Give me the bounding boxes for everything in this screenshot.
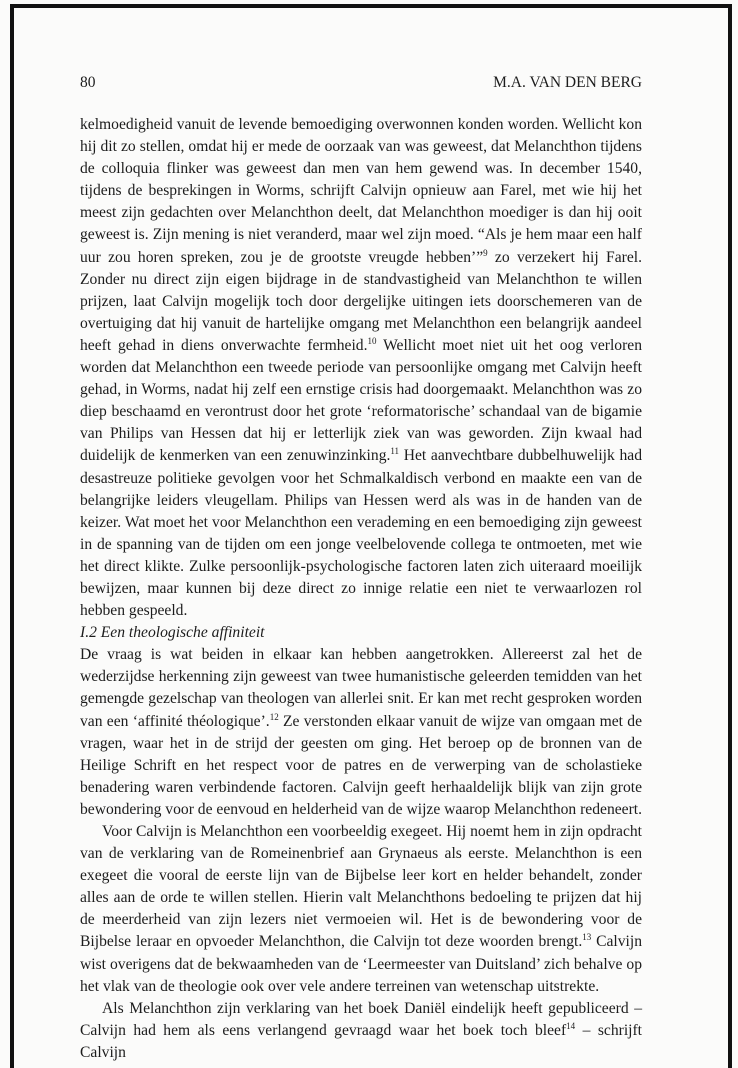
text-run: Als Melanchthon zijn verklaring van het boek Daniël eindelijk heeft gepubliceerd – Calvijn had hem als eens verlangend gevraagd waar het boek toch bleef	[80, 999, 642, 1039]
section-heading: I.2 Een theologische affiniteit	[80, 624, 265, 642]
text-run: De vraag is wat beiden in elkaar kan hebben aangetrokken. Allereerst zal het de wederzijdse herkenning zijn geweest van twee humanistische geleerden temidden van het gemengde gezelschap van theologen van allerlei snit. Er kan met recht gesproken worden van een ‘affinité théologique’.	[80, 646, 642, 730]
footnote-ref-12[interactable]: 12	[269, 711, 279, 722]
text-run: – schrijft Calvijn	[80, 1021, 643, 1061]
footnote-ref-9[interactable]: 9	[483, 247, 488, 258]
body-text	[80, 114, 642, 1064]
footnote-ref-11[interactable]: 11	[390, 446, 400, 457]
paragraph	[80, 998, 642, 1064]
text-run: Wellicht moet niet uit het oog verloren worden dat Melanchthon een tweede periode van persoonlijke omgang met Calvijn heeft gehad, in Worms, nadat hij zelf een ernstige crisis had doorgemaakt. Melanchthon was zo diep beschaamd en verontrust door het grote ‘reformatorische’ schandaal van de bigamie van Philips van Hessen dat hij er letterlijk ziek van was geworden. Zijn kwaal had duidelijk de kenmerken van een zenuwinzinking.	[80, 336, 642, 465]
running-title: M.A. VAN DEN BERG	[493, 74, 642, 91]
running-header	[80, 74, 642, 96]
footnote-ref-10[interactable]: 10	[367, 335, 377, 346]
text-run: kelmoedigheid vanuit de levende bemoediging overwonnen konden worden. Wellicht kon hij dit zo stellen, omdat hij er mede de oorzaak van was geweest, dat Melanchthon tijdens de colloquia flinker was geweest dan men van hem gewend was. In december 1540, tijdens de besprekingen in Worms, schrijft Calvijn opnieuw aan Farel, met wie hij het meest zijn gedachten over Melanchthon deelt, dat Melanchthon moediger is dan hij ooit geweest is. Zijn mening is niet veranderd, maar wel zijn moed. “Als je hem maar een half uur zou horen spreken, zou je de grootste vreugde hebben’”	[80, 116, 642, 266]
page-number: 80	[80, 74, 96, 91]
text-run: Ze verstonden elkaar vanuit de wijze van omgaan met de vragen, waar het in de strijd der geesten om ging. Het beroep op de bronnen van de Heilige Schrift en het respect voor de patres en de verwerping van de scholastieke benadering waren verbindende factoren. Calvijn geeft herhaaldelijk blijk van zijn grote bewondering voor de eenvoud en helderheid van de wijze waarop Melanchthon redeneert.	[80, 712, 643, 818]
text-run: zo verzekert hij Farel. Zonder nu direct zijn eigen bijdrage in de standvastigheid van Melanchthon te willen prijzen, laat Calvijn mogelijk toch door dergelijke uitingen iets doorschemeren van de overtuiging dat hij vanuit de hartelijke omgang met Melanchthon een belangrijk aandeel heeft gehad in diens onverwachte fermheid.	[80, 248, 642, 354]
text-run: Het aanvechtbare dubbelhuwelijk had desastreuze politieke gevolgen voor het Schmalkaldisch verbond en maakte een van de belangrijke leiders vleugellam. Philips van Hessen werd als was in de handen van de keizer. Wat moet het voor Melanchthon een verademing en een bemoediging zijn geweest in de spanning van de tijden om een jonge veelbelovende collega te ontmoeten, met wie het direct klikte. Zulke persoonlijk-psychologische factoren laten zich uiteraard moeilijk bewijzen, maar kunnen bij deze direct zo innige relatie een niet te verwaarlozen rol hebben gespeeld.	[80, 447, 642, 620]
paragraph-continuation	[80, 114, 642, 622]
paragraph	[80, 644, 642, 821]
paragraph	[80, 821, 642, 998]
footnote-ref-14[interactable]: 14	[566, 1020, 576, 1031]
footnote-ref-13[interactable]: 13	[582, 932, 592, 943]
text-run: Calvijn wist overigens dat de bekwaamheden van de ‘Leermeester van Duitsland’ zich behalve op het vlak van de theologie ook over vele andere terreinen van wetenschap uitstrekte.	[80, 933, 642, 995]
text-run: Voor Calvijn is Melanchthon een voorbeeldig exegeet. Hij noemt hem in zijn opdracht van de verklaring van de Romeinenbrief aan Grynaeus als eerste. Melanchthon is een exegeet die vooral de eerste lijn van de Bijbelse leer kort en helder behandelt, zonder alles aan de orde te willen stellen. Hierin valt Melanchthons bedoeling te prijzen dat hij de meerderheid van zijn lezers niet vermoeien wil. Het is de bewondering voor de Bijbelse leraar en opvoeder Melanchthon, die Calvijn tot deze woorden brengt.	[80, 823, 642, 951]
